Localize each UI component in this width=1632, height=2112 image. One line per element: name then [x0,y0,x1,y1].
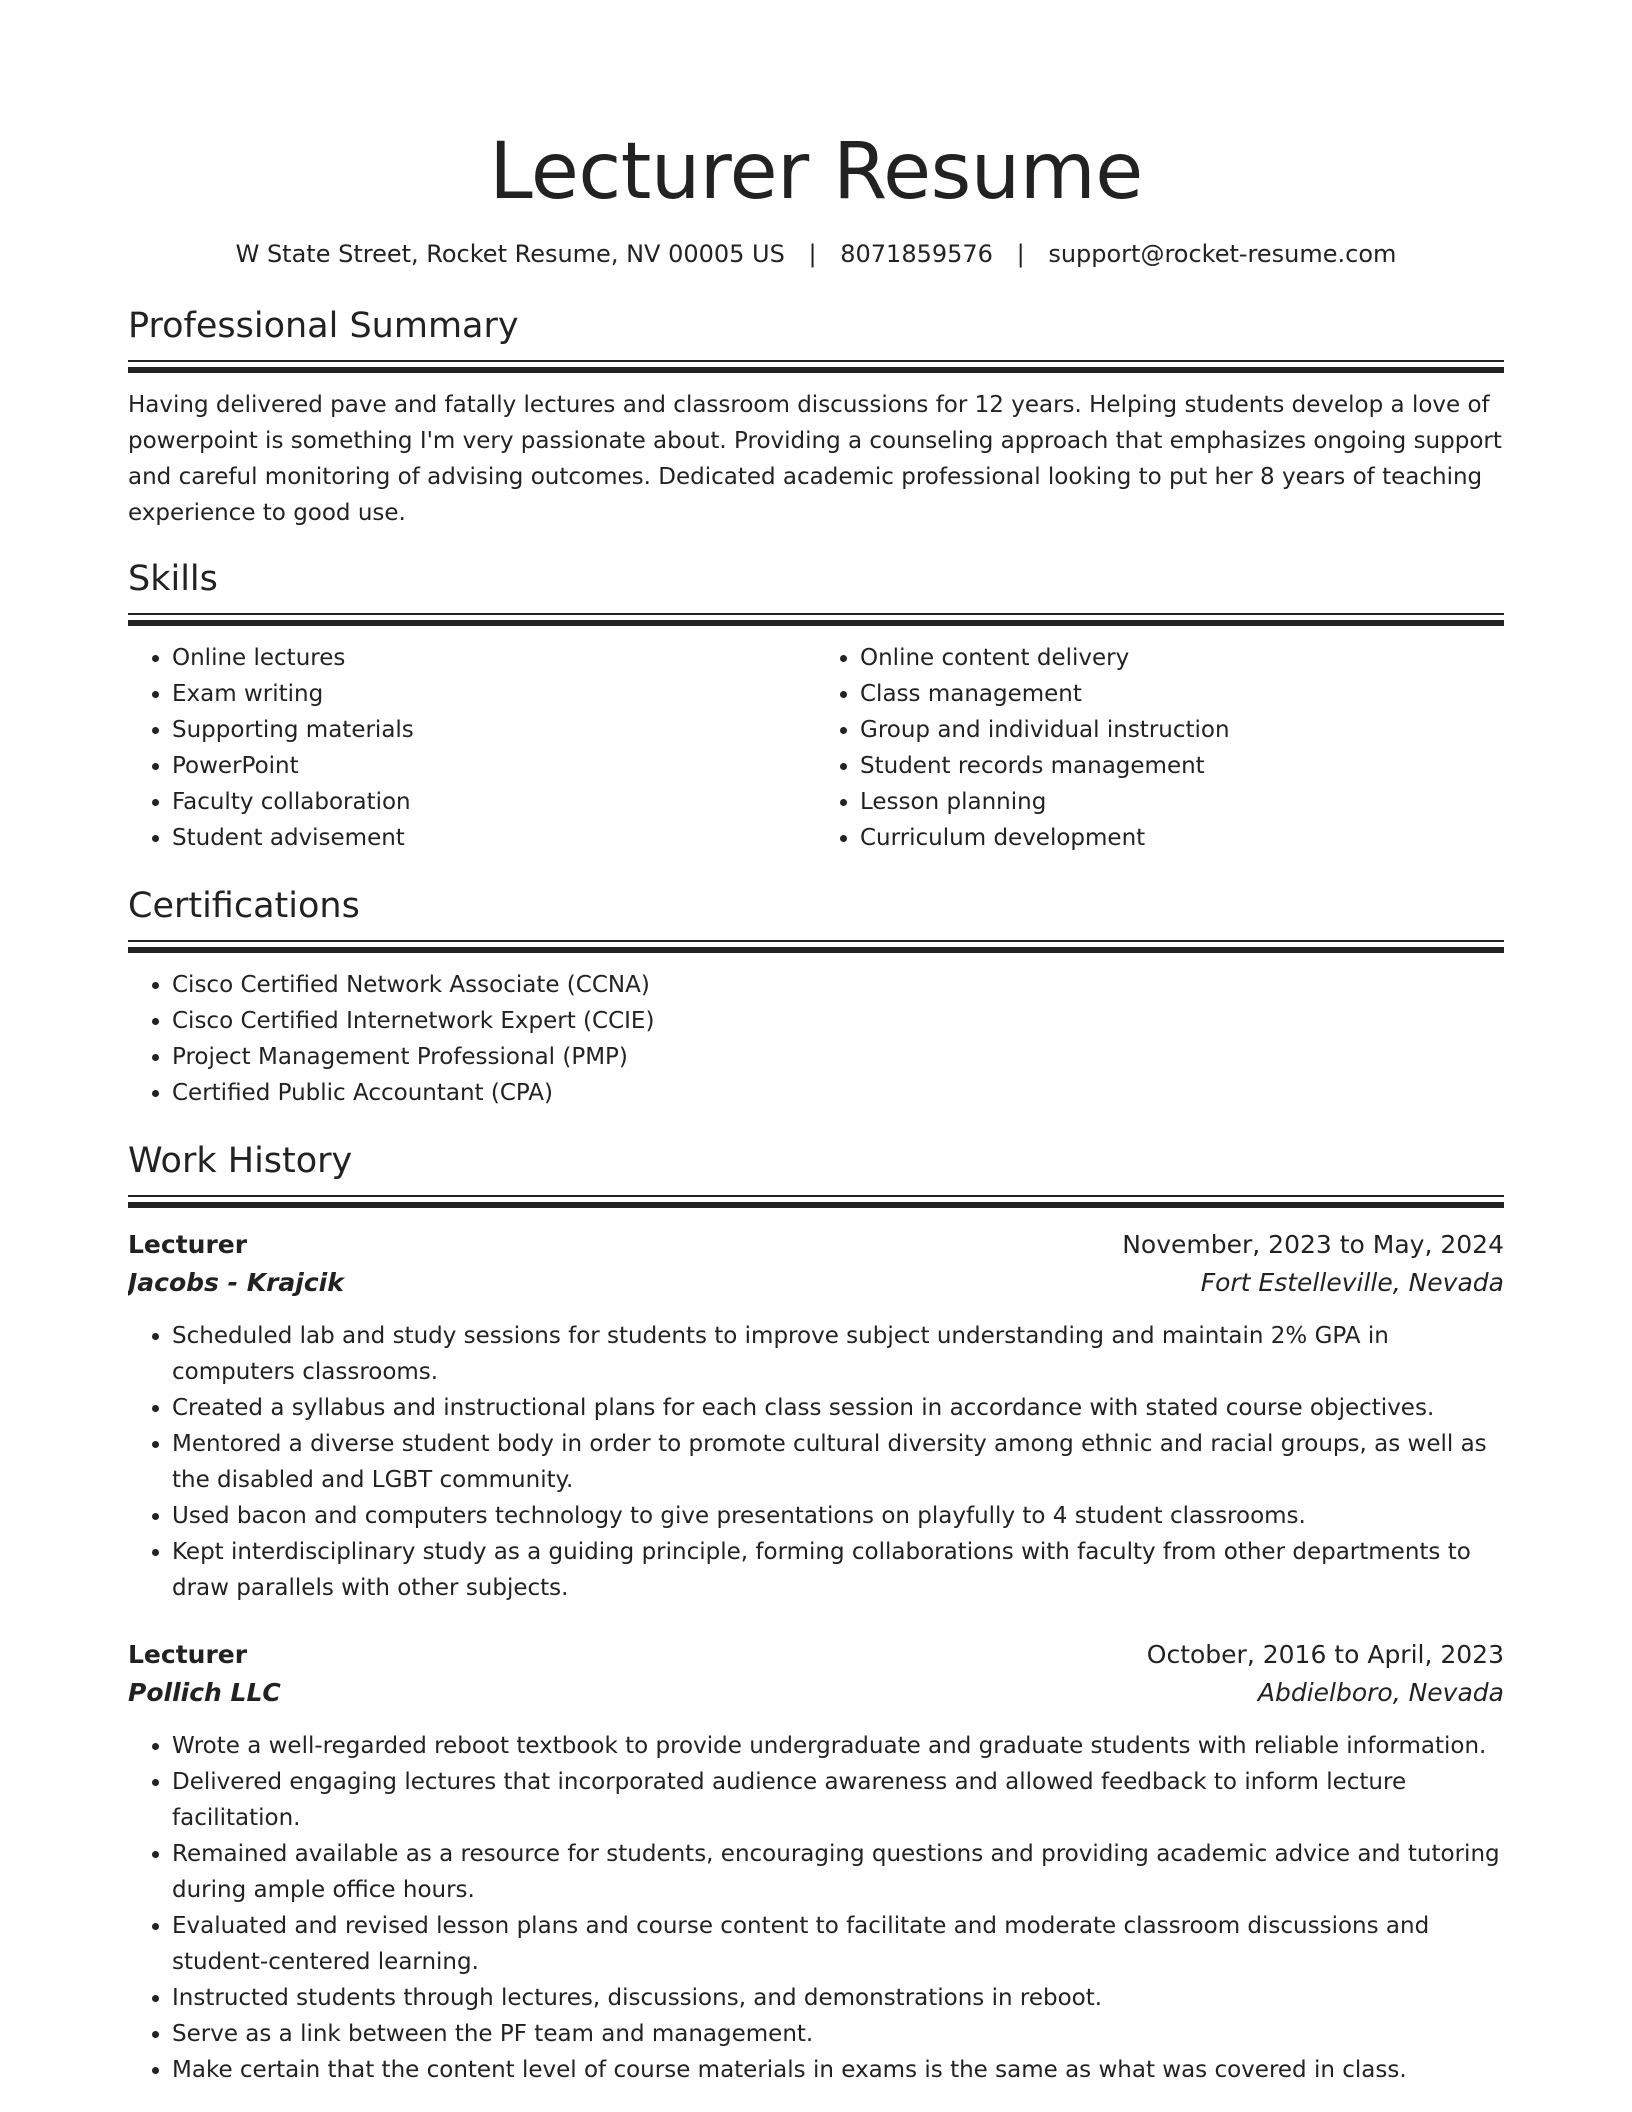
list-item: • Kept interdisciplinary study as a guiding principle, forming collaborations with faculty from other departments to draw parallels with other subjects. [172,1534,1504,1606]
job-header [128,1636,1504,1674]
contact-line [128,238,1504,270]
skills-list-left [128,640,816,856]
list-item: • PowerPoint [172,748,816,784]
section-divider [128,613,1504,626]
job-bullets [128,1318,1504,1606]
list-item: • Mentored a diverse student body in order to promote cultural diversity among ethnic and racial groups, as well as the disabled and LGBT community. [172,1426,1504,1498]
job-location: Abdielboro, Nevada [1257,1678,1504,1707]
list-item: • Exam writing [172,676,816,712]
section-divider [128,940,1504,953]
skills-grid [128,640,1504,856]
page-title: Lecturer Resume [489,127,1143,217]
summary-section [128,304,1504,531]
certifications-section [128,884,1504,1111]
list-item: • Used bacon and computers technology to give presentations on playfully to 4 student classrooms. [172,1498,1504,1534]
job-header [128,1226,1504,1264]
contact-address: W State Street, Rocket Resume, NV 00005 US [235,240,785,268]
job-company: Pollich LLC [128,1678,281,1707]
list-item: • Scheduled lab and study sessions for students to improve subject understanding and maintain 2% GPA in computers classrooms. [172,1318,1504,1390]
list-item: • Certified Public Accountant (CPA) [172,1075,1504,1111]
skills-list-right [816,640,1504,856]
list-item: • Group and individual instruction [860,712,1504,748]
list-item: • Online lectures [172,640,816,676]
job-company: Jacobs - Krajcik [128,1268,344,1297]
contact-separator: | [1016,240,1025,268]
list-item: • Lesson planning [860,784,1504,820]
list-item: • Supporting materials [172,712,816,748]
list-item: • Delivered engaging lectures that incorporated audience awareness and allowed feedback to inform lecture facilitation. [172,1764,1504,1836]
list-item: • Make certain that the content level of course materials in exams is the same as what was covered in class. [172,2052,1504,2088]
summary-text: Having delivered pave and fatally lectures and classroom discussions for 12 years. Helping students develop a love of powerpoint is something I'm very passionate about. Providing a counseling approach that emphasizes ongoing support and careful monitoring of advising outcomes. Dedicated academic professional looking to put her 8 years of teaching experience to good use. [128,392,1502,526]
list-item: • Wrote a well-regarded reboot textbook to provide undergraduate and graduate students with reliable information. [172,1728,1504,1764]
list-item: • Created a syllabus and instructional plans for each class session in accordance with stated course objectives. [172,1390,1504,1426]
list-item: • Cisco Certified Internetwork Expert (CCIE) [172,1003,1504,1039]
job-title: Lecturer [128,1640,248,1669]
job-subheader [128,1264,1504,1302]
job-title: Lecturer [128,1230,248,1259]
list-item: • Class management [860,676,1504,712]
list-item: • Student advisement [172,820,816,856]
job-subheader [128,1674,1504,1712]
contact-separator: | [808,240,817,268]
job-entry [128,1636,1504,2088]
list-item: • Evaluated and revised lesson plans and course content to facilitate and moderate classroom discussions and student-centered learning. [172,1908,1504,1980]
section-divider [128,1195,1504,1208]
list-item: • Remained available as a resource for students, encouraging questions and providing academic advice and tutoring during ample office hours. [172,1836,1504,1908]
list-item: • Cisco Certified Network Associate (CCNA) [172,967,1504,1003]
resume-page [128,0,1504,2112]
job-location: Fort Estelleville, Nevada [1200,1268,1504,1297]
contact-email: support@rocket-resume.com [1048,240,1397,268]
list-item: • Online content delivery [860,640,1504,676]
job-entry [128,1226,1504,1606]
list-item: • Project Management Professional (PMP) [172,1039,1504,1075]
section-heading-summary: Professional Summary [128,306,519,346]
list-item: • Student records management [860,748,1504,784]
section-heading-skills: Skills [128,559,218,599]
job-dates: October, 2016 to April, 2023 [1146,1640,1504,1669]
section-divider [128,360,1504,373]
certifications-list [128,967,1504,1111]
job-dates: November, 2023 to May, 2024 [1122,1230,1504,1259]
list-item: • Faculty collaboration [172,784,816,820]
section-heading-certifications: Certifications [128,886,360,926]
list-item: • Curriculum development [860,820,1504,856]
list-item: • Instructed students through lectures, discussions, and demonstrations in reboot. [172,1980,1504,2016]
skills-section [128,557,1504,856]
contact-phone: 8071859576 [840,240,993,268]
work-history-section [128,1139,1504,2088]
section-heading-work-history: Work History [128,1141,353,1181]
list-item: • Serve as a link between the PF team and management. [172,2016,1504,2052]
job-bullets [128,1728,1504,2088]
